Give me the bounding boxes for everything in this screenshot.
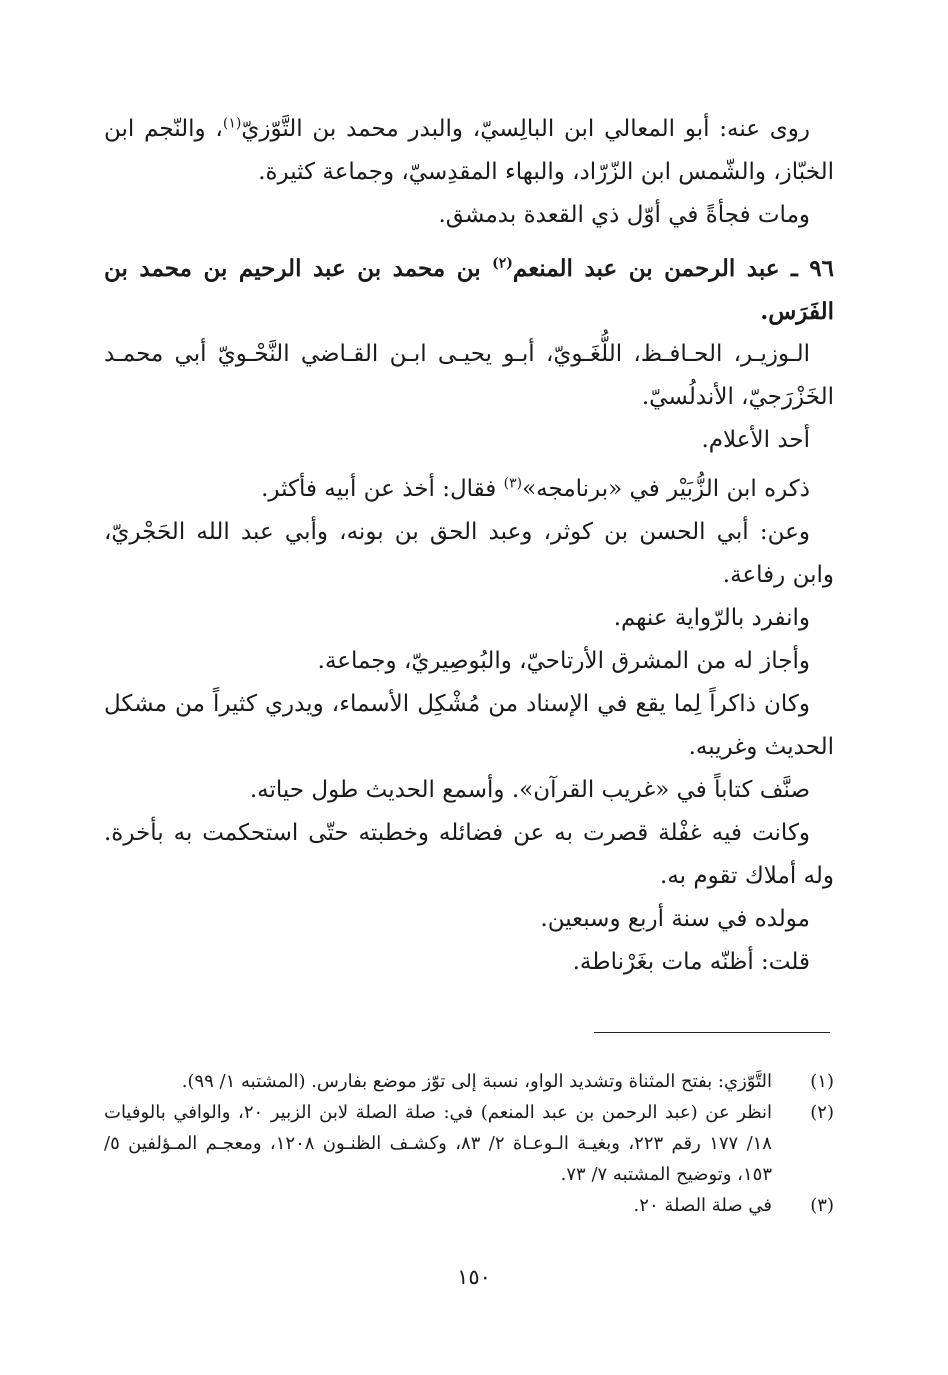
footnote-ref-3[interactable]: (٣) xyxy=(503,475,523,492)
paragraph-knowledge: وكان ذاكراً لِما يقع في الإسناد من مُشْكِل الأسماء، ويدري كثيراً من مشكل الحديث وغريبه. xyxy=(104,691,834,760)
entry-heading xyxy=(104,247,834,333)
paragraph-titles: الـوزيـر، الحـافـظ، اللُّغَـويّ، أبـو يحيـى ابـن القـاضي النَّحْـويّ أبي محمـد الخَزْرَجيّ، الأندلُسيّ. xyxy=(104,341,834,410)
footnote-ref-1[interactable]: (١) xyxy=(222,115,242,132)
footnote-ref-2[interactable]: (٢) xyxy=(492,255,513,272)
paragraph-notable: أحد الأعلام. xyxy=(701,427,810,453)
footnote-text: التَّوّزي: بفتح المثناة وتشديد الواو، نسبة إلى توّز موضع بفارس. (المشتبه ١/ ٩٩). xyxy=(181,1071,772,1092)
paragraph-death-place: قلت: أظنّه مات بغَرْناطة. xyxy=(572,949,810,975)
paragraph-works: صنَّف كتاباً في «غريب القرآن». وأسمع الحديث طول حياته. xyxy=(249,777,810,803)
page-number: ١٥٠ xyxy=(457,1265,491,1289)
paragraph-teachers: وعن: أبي الحسن بن كوثر، وعبد الحق بن بونه، وأبي عبد الله الحَجْريّ، وابن رفاعة. xyxy=(104,519,834,588)
paragraph-narrators xyxy=(104,108,834,194)
paragraph-text: ذكره ابن الزُّبَيْر في «برنامجه» xyxy=(522,476,810,502)
paragraph-license: وأجاز له من المشرق الأرتاحيّ، والبُوصِيريّ، وجماعة. xyxy=(317,648,810,674)
paragraph-unique: وانفرد بالرّواية عنهم. xyxy=(613,605,810,631)
footnote-text: انظر عن (عبد الرحمن بن عبد المنعم) في: صلة الصلة لابن الزبير ٢٠، والوافي بالوفيات ١٨/ ١٧٧ رقم ٢٢٣، وبغيـة الـوعـاة ٢/ ٨٣، وكشـف الظنـون ١٢٠٨، ومعجـم المـؤلفين ٥/ ١٥٣، وتوضيح المشتبه ٧/ ٧٣. xyxy=(104,1102,772,1185)
paragraph-birth: مولده في سنة أربع وسبعين. xyxy=(540,906,810,932)
main-text xyxy=(104,108,834,984)
entry-title-rest: بن محمد بن عبد الرحيم بن محمد بن الفَرَس. xyxy=(104,255,834,325)
footnote-number: (٣) xyxy=(810,1195,834,1216)
paragraph-mention xyxy=(104,468,834,511)
paragraph-text: روى عنه: أبو المعالي ابن البالِسيّ، والبدر محمد بن التَّوّزيّ xyxy=(241,116,810,142)
paragraph-text: ، والنّجم ابن الخبّاز، والشّمس ابن الزّرّاد، والبهاء المقدِسيّ، وجماعة كثيرة. xyxy=(104,116,834,185)
paragraph-character: وكانت فيه غفْلة قصرت به عن فضائله وخطبته حتّى استحكمت به بأخرة. وله أملاك تقوم به. xyxy=(104,820,834,889)
footnote-3 xyxy=(104,1190,834,1221)
footnote-divider xyxy=(594,1032,830,1033)
footnote-1 xyxy=(104,1066,834,1097)
footnote-number: (٢) xyxy=(810,1102,834,1123)
footnote-2 xyxy=(104,1097,834,1190)
paragraph-text: فقال: أخذ عن أبيه فأكثر. xyxy=(261,476,504,502)
footnotes xyxy=(104,1066,834,1221)
footnote-number: (١) xyxy=(810,1071,834,1092)
entry-title: ٩٦ ـ عبد الرحمن بن عبد المنعم xyxy=(512,255,834,282)
footnote-text: في صلة الصلة ٢٠. xyxy=(633,1195,772,1216)
paragraph-death: ومات فجأةً في أوّل ذي القعدة بدمشق. xyxy=(438,202,810,228)
